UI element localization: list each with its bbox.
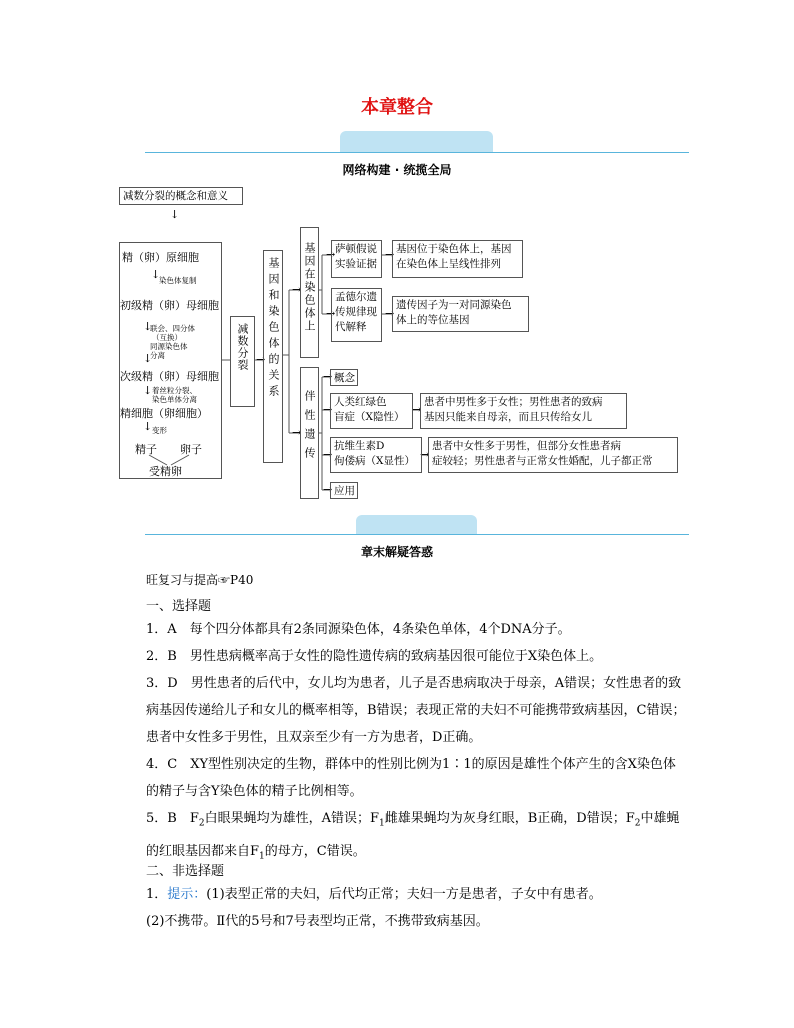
sutton-hypothesis-box [331,240,382,278]
box-line: 遗传因子为一对同源染色 [396,299,512,311]
box-line: 基因位于染色体上，基因 [396,243,512,255]
arrow-glyph: → [326,248,336,261]
step-label: 变形 [152,426,167,435]
application-box: 应用 [330,482,358,499]
arrow-glyph: ↓ [143,384,153,397]
question-1-answer-2: (2)不携带。Ⅱ代的5号和7号表型均正常，不携带致病基因。 [146,914,489,929]
question-1-answer [146,881,686,908]
subscript: 2 [634,818,641,829]
step-label: 染色单体分离 [152,395,197,404]
colorblindness-box [330,393,413,429]
arrow-glyph: → [385,248,395,261]
arrow-glyph: → [412,403,422,416]
gene-on-chromosome-box: 基因在染色体上 [300,227,319,358]
part1-heading: 一、选择题 [146,599,212,614]
sex-linked-inheritance-box: 伴性遗传 [300,367,319,499]
page-title: 本章整合 [361,97,433,118]
arrow-glyph: ↓ [143,352,153,365]
arrow-glyph: → [323,483,333,496]
answer-1: 1．A 每个四分体都具有2条同源染色体，4条染色单体，4个DNA分子。 [146,622,571,637]
sutton-result-box [392,240,523,278]
rickets-box [330,437,422,473]
arrow-glyph: ↓ [151,268,161,281]
arrow-glyph: ↓ [143,320,153,333]
box-line: 患者中男性多于女性；男性患者的致病 [424,396,603,408]
box-line: 佝偻病（X显性） [334,455,415,467]
meiosis-box: 减数分裂 [230,316,255,407]
mendel-box [331,288,382,342]
section-rule [145,534,689,535]
box-line: 在染色体上呈线性排列 [396,258,501,270]
subscript: 1 [259,851,265,862]
arrow-glyph: → [323,370,333,383]
arrow-glyph: ↓ [143,420,153,433]
concept-box: 概念 [330,369,358,386]
box-line: 孟德尔遗 [335,291,377,303]
arrow-glyph: → [323,448,333,461]
answer-5-part: 白眼果蝇均为雄性，A错误；F [204,811,380,826]
cell-stage: 精子 [135,443,157,456]
answer-5-part: 中雄蝇的红眼基因都来自F [146,811,680,859]
arrow-glyph: → [420,448,430,461]
subscript: 2 [198,818,205,829]
step-label: 分离 [150,351,165,360]
section-tab [356,515,477,535]
box-line: 传规律现 [335,306,377,318]
arrow-glyph: → [326,307,336,320]
arrow-glyph: → [256,353,266,366]
step-label: （互换） [152,333,182,342]
arrow-glyph: → [323,403,333,416]
arrow-glyph: → [292,283,302,296]
gene-chromosome-relation-box: 基因和染色体的关系 [263,250,283,463]
step-label: 联会、四分体 [150,324,195,333]
cell-stage: 精（卵）原细胞 [122,251,199,264]
step-label: 染色体复制 [159,276,197,285]
box-line: 体上的等位基因 [396,314,470,326]
answer-5-part: 的母方，C错误。 [264,843,366,859]
cell-stage: 初级精（卵）母细胞 [120,299,219,312]
box-line: 基因只能来自母亲，而且只传给女儿 [424,411,592,423]
answer-5-part: 5．B F [146,811,199,826]
meiosis-concept-box: 减数分裂的概念和意义 [119,187,243,205]
box-line: 人类红绿色 [334,396,387,408]
cell-stage: 精细胞（卵细胞） [120,407,208,420]
rickets-result-box [428,437,678,473]
answer-4: 4．C XY型性别决定的生物，群体中的性别比例为1∶1的原因是雄性个体产生的含X染色体的精子与含Y染色体的精子比例相等。 [146,757,676,799]
box-line: 抗维生素D [334,440,385,452]
mendel-result-box [392,296,529,332]
review-reference: 旺复习与提高☞P40 [146,573,254,587]
cell-stage: 卵子 [180,443,202,456]
box-line: 实验证据 [335,258,377,270]
colorblindness-result-box [420,393,627,429]
box-line: 萨顿假说 [335,243,377,255]
answer-5 [146,805,686,870]
arrow-glyph: → [385,307,395,320]
answer-text: (1)表型正常的夫妇，后代均正常；夫妇一方是患者，子女中有患者。 [206,887,602,902]
subscript: 1 [379,818,385,829]
answer-5-part: 雌雄果蝇均为灰身红眼，B正确，D错误；F [384,811,635,826]
answer-2: 2．B 男性患病概率高于女性的隐性遗传病的致病基因很可能位于X染色体上。 [146,649,603,664]
question-number: 1． [146,887,168,902]
box-line: 患者中女性多于男性，但部分女性患者病 [432,440,621,452]
arrow-glyph: → [292,426,302,439]
answer-3: 3．D 男性患者的后代中，女儿均为患者，儿子是否患病取决于母亲，A错误；女性患者的致病基因传递给儿子和女儿的概率相等，B错误；表现正常的夫妇不可能携带致病基因，C错误；患者中女性多于男性，且双亲至少有一方为患者，D正确。 [146,676,686,745]
step-label: 同源染色体 [150,342,188,351]
box-line: 症较轻；男性患者与正常女性婚配，儿子都正常 [432,455,653,467]
cell-stage: 受精卵 [149,465,182,478]
down-arrow: ↓ [170,208,180,221]
step-label: 着丝粒分裂、 [152,386,197,395]
part2-heading: 二、非选择题 [146,864,225,879]
box-line: 盲症（X隐性） [334,411,405,423]
box-line: 代解释 [335,321,367,333]
section-heading-network: 网络构建 · 统揽全局 [342,163,452,177]
section-heading-review: 章末解疑答惑 [360,545,433,559]
cell-stage: 次级精（卵）母细胞 [120,370,219,383]
hint-label: 提示： [167,887,207,902]
